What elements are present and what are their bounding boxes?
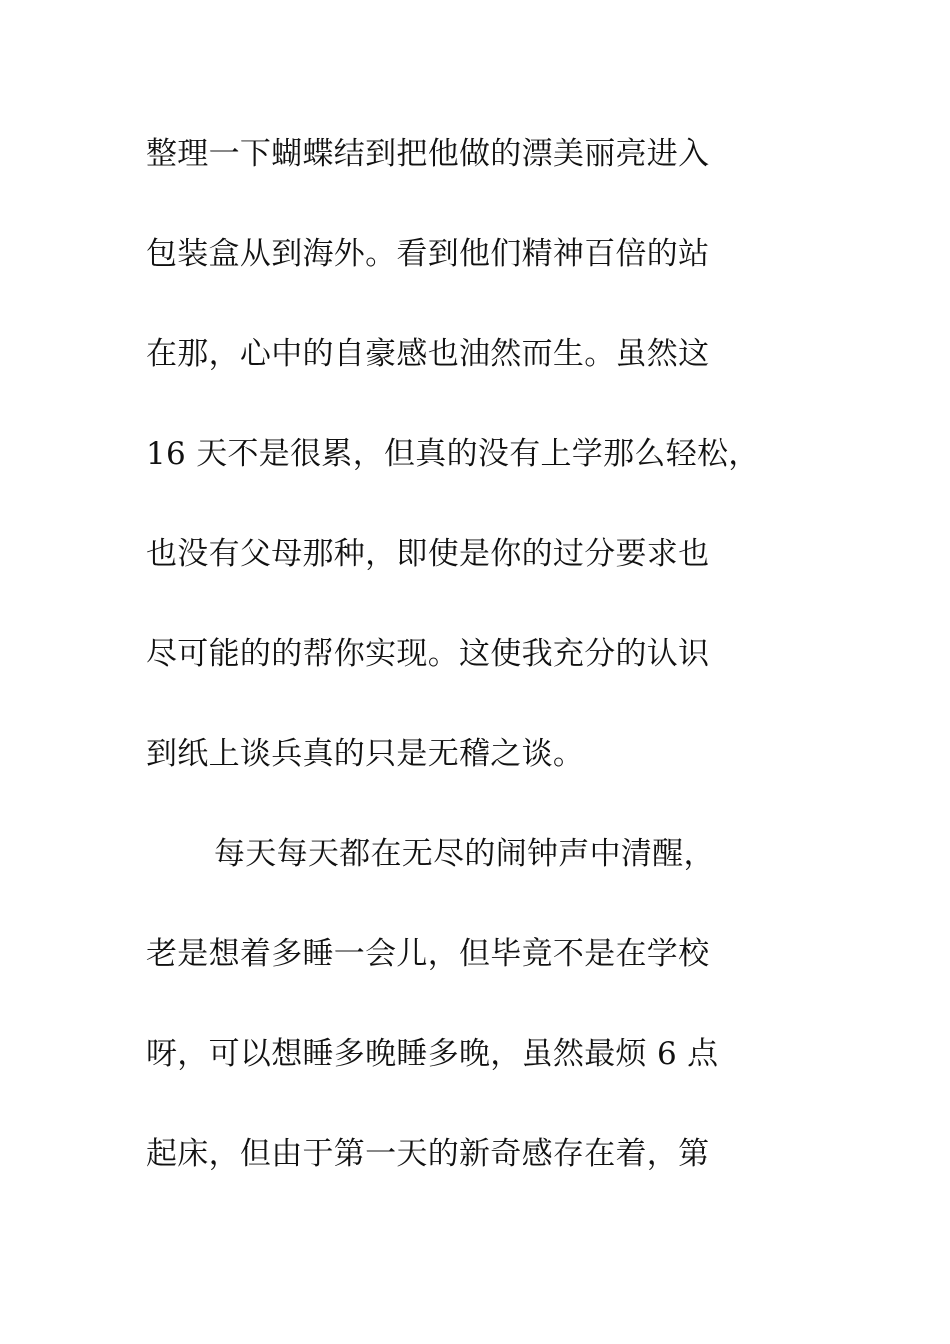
paragraph-start-line: 每天每天都在无尽的闹钟声中清醒， xyxy=(214,836,715,872)
text-line: 老是想着多睡一会儿，但毕竟不是在学校 xyxy=(146,936,710,972)
text-line: 到纸上谈兵真的只是无稽之谈。 xyxy=(146,736,585,772)
text-line: 尽可能的的帮你实现。这使我充分的认识 xyxy=(146,636,710,672)
text-line: 16 天不是很累，但真的没有上学那么轻松， xyxy=(146,436,760,472)
text-line: 起床，但由于第一天的新奇感存在着，第 xyxy=(146,1136,710,1172)
text-line: 在那，心中的自豪感也油然而生。虽然这 xyxy=(146,336,710,372)
text-line: 呀，可以想睡多晚睡多晚，虽然最烦 6 点 xyxy=(146,1036,719,1072)
text-line: 包装盒从到海外。看到他们精神百倍的站 xyxy=(146,236,710,272)
text-line: 整理一下蝴蝶结到把他做的漂美丽亮进入 xyxy=(146,136,710,172)
text-line: 也没有父母那种，即使是你的过分要求也 xyxy=(146,536,710,572)
